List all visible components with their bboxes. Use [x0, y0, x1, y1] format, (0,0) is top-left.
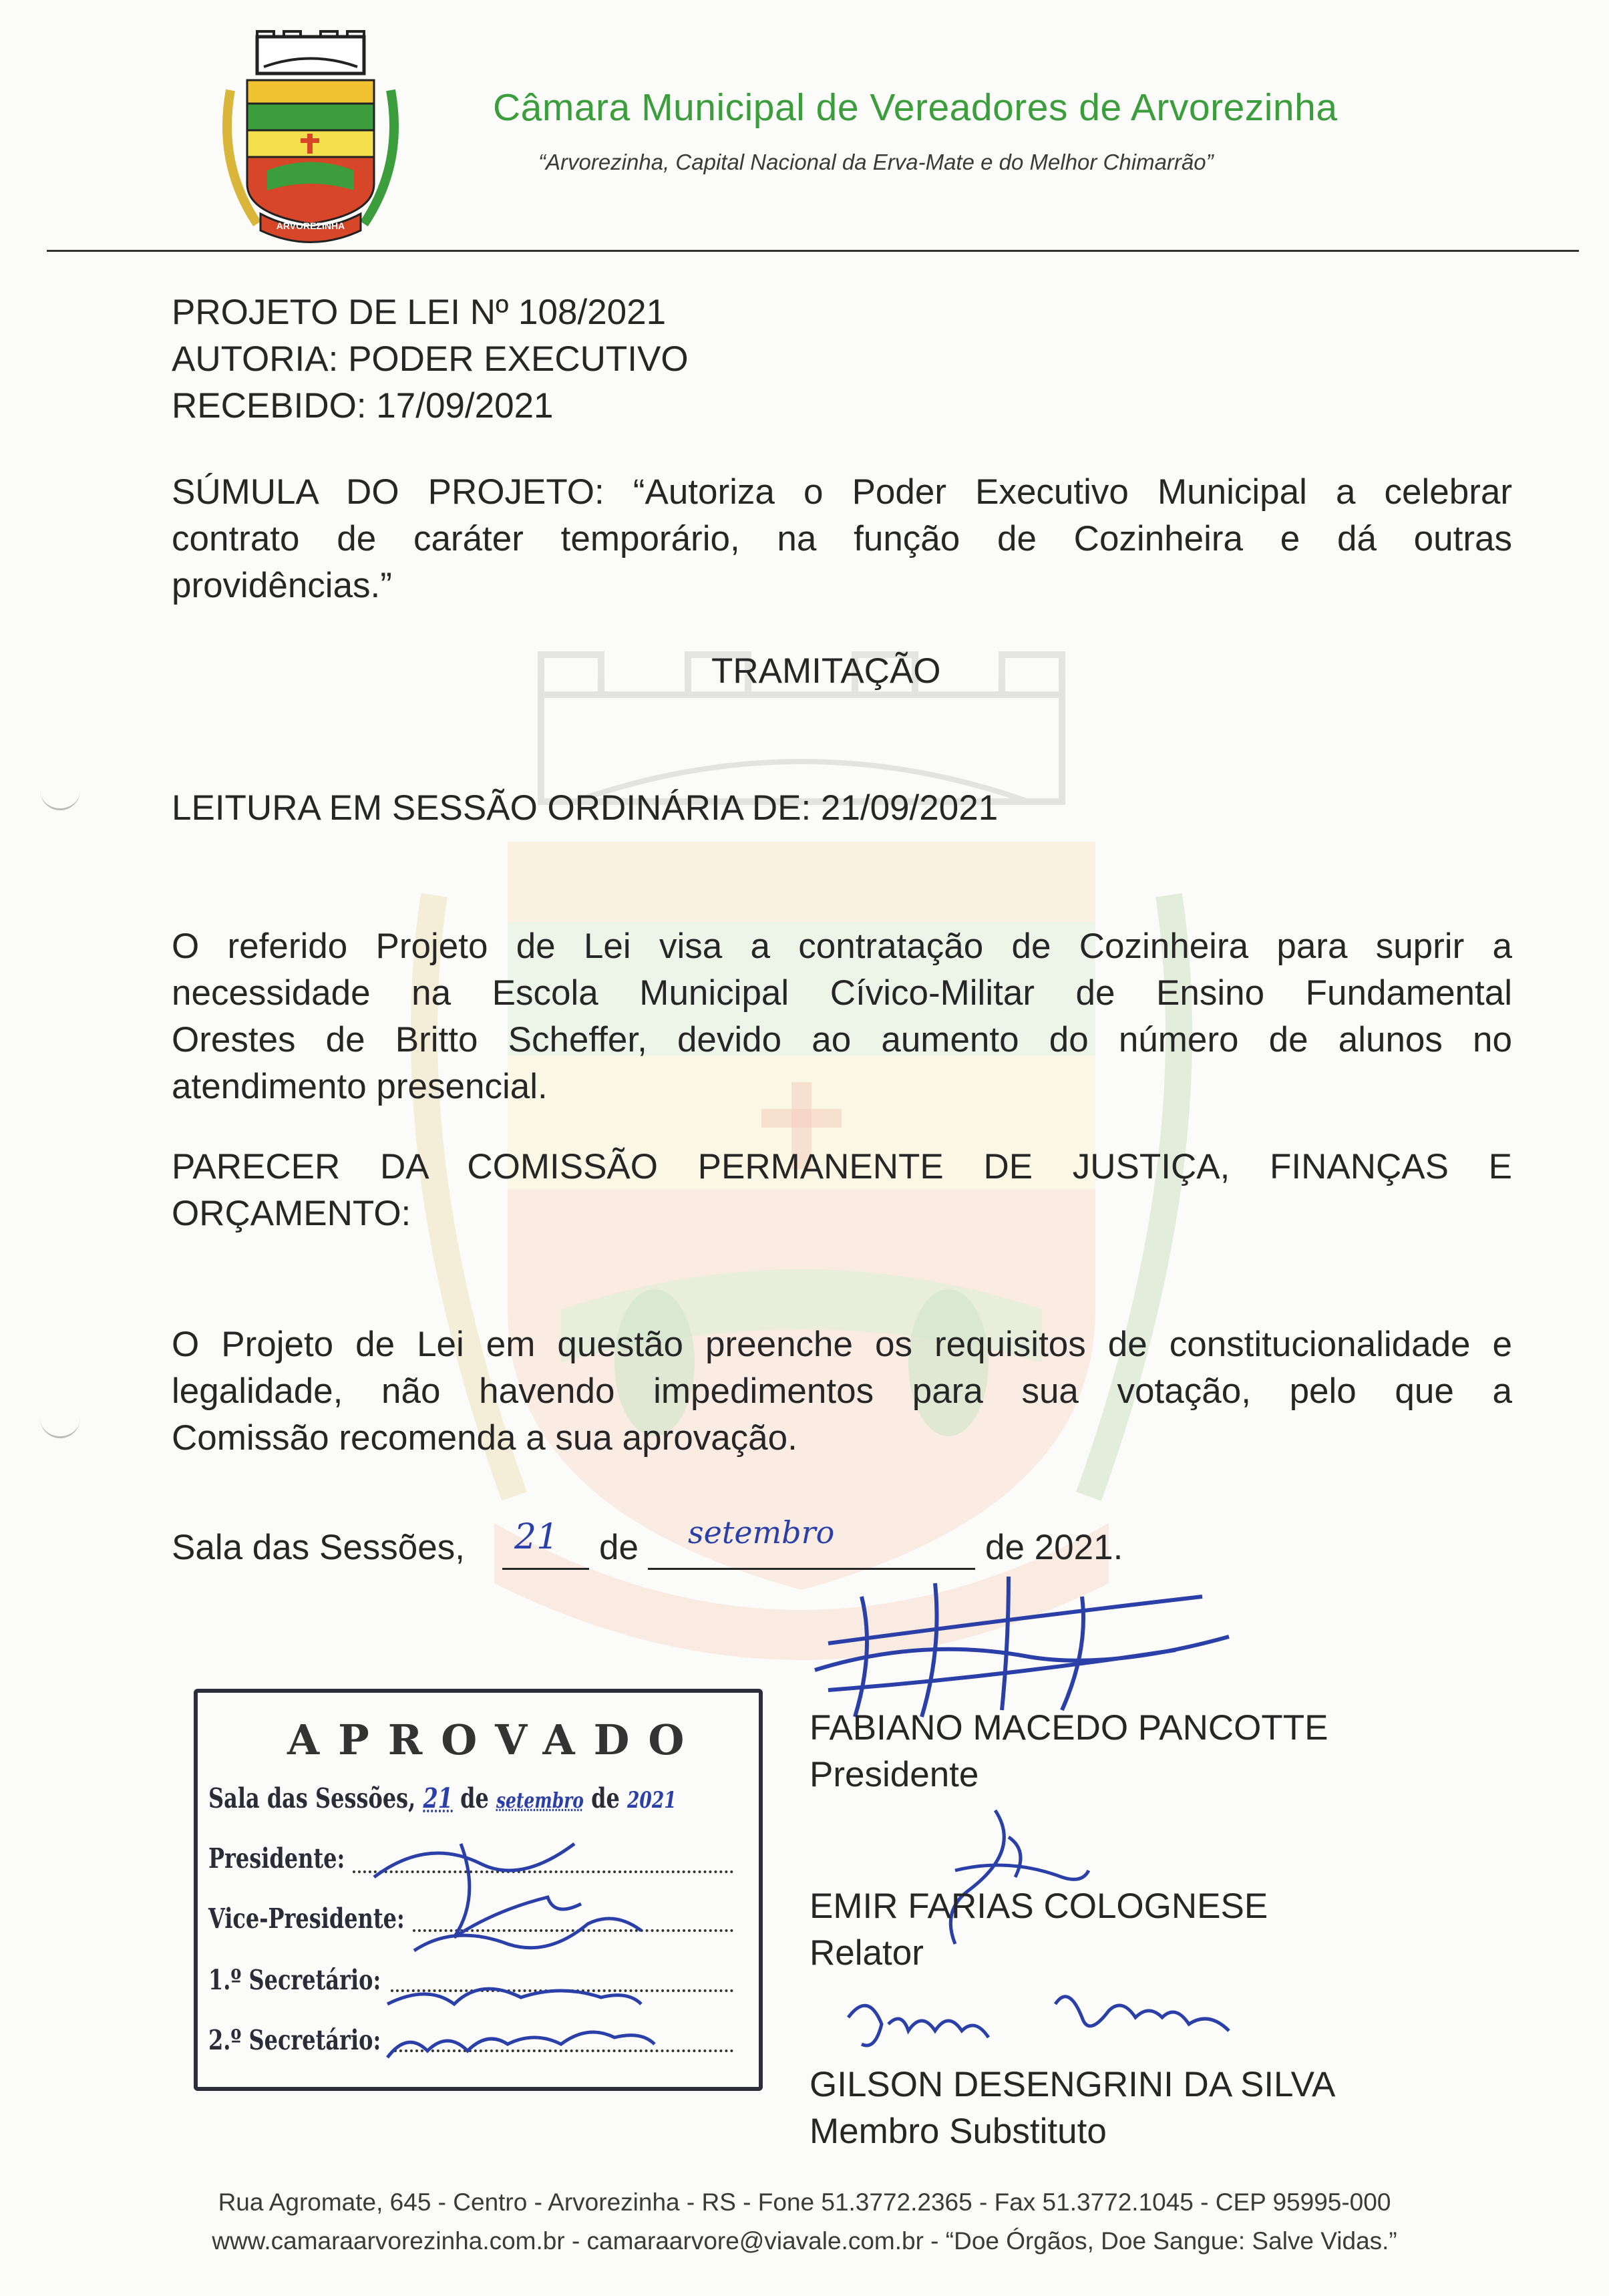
header-divider: [47, 250, 1579, 252]
relator-role: Relator: [810, 1933, 924, 1973]
president-role: Presidente: [810, 1755, 979, 1794]
purpose-line: Orestes de Britto Scheffer, devido ao aumento do número de alunos no: [172, 1020, 1512, 1059]
stamp-president-label: Presidente:: [208, 1842, 345, 1874]
stamp-vice-president-label: Vice-Presidente:: [208, 1903, 405, 1935]
stamp-first-secretary-label: 1.º Secretário:: [208, 1964, 381, 1996]
purpose-line: necessidade na Escola Municipal Cívico-Militar de Ensino Fundamental: [172, 973, 1512, 1013]
president-signature-handwritten: [788, 1570, 1256, 1724]
date-day-field: [502, 1517, 589, 1570]
date-month-handwritten: setembro: [688, 1514, 835, 1550]
substitute-signature-handwritten: [835, 1977, 1262, 2078]
purpose-line: atendimento presencial.: [172, 1067, 548, 1106]
date-connector: de: [599, 1528, 639, 1567]
stamp-title: APROVADO: [287, 1715, 703, 1764]
summary-line: SÚMULA DO PROJETO: “Autoriza o Poder Executivo Municipal a celebrar: [172, 472, 1512, 512]
stamp-session-day: 21: [423, 1782, 453, 1814]
purpose-line: O referido Projeto de Lei visa a contratação de Cozinheira para suprir a: [172, 927, 1512, 966]
stamp-session-month: setembro: [496, 1788, 584, 1813]
punch-hole-mark: [40, 1416, 80, 1438]
opinion-line: legalidade, não havendo impedimentos para sua votação, pelo que a: [172, 1371, 1512, 1411]
opinion-line: Comissão recomenda a sua aprovação.: [172, 1418, 797, 1458]
tramitacao-heading: TRAMITAÇÃO: [711, 651, 941, 691]
stamp-session-de: de: [460, 1782, 489, 1814]
stamp-session-de: de: [591, 1782, 620, 1814]
stamp-session-year: 2021: [627, 1787, 677, 1814]
stamp-session-label: Sala das Sessões,: [208, 1782, 416, 1814]
organization-title: Câmara Municipal de Vereadores de Arvorezinha: [493, 86, 1338, 129]
reading-session-line: LEITURA EM SESSÃO ORDINÁRIA DE: 21/09/2021: [172, 788, 999, 828]
opinion-heading: ORÇAMENTO:: [172, 1194, 411, 1233]
relator-name: EMIR FARIAS COLOGNESE: [810, 1887, 1268, 1926]
substitute-member-role: Membro Substituto: [810, 2112, 1107, 2151]
opinion-heading: PARECER DA COMISSÃO PERMANENTE DE JUSTIÇA, FINANÇAS E: [172, 1147, 1512, 1186]
organization-slogan: “Arvorezinha, Capital Nacional da Erva-Mate e do Melhor Chimarrão”: [538, 150, 1214, 174]
footer-contact: www.camaraarvorezinha.com.br - camaraarvore@viavale.com.br - “Doe Órgãos, Doe Sangue: Salve Vidas.”: [212, 2227, 1397, 2255]
president-name: FABIANO MACEDO PANCOTTE: [810, 1708, 1328, 1748]
coat-of-arms-logo: [220, 30, 401, 244]
crest-banner-text: ARVOREZINHA: [276, 220, 345, 231]
stamp-signatures-handwritten: [361, 1804, 735, 2084]
date-day-handwritten: 21: [514, 1517, 559, 1557]
footer-address: Rua Agromate, 645 - Centro - Arvorezinha - RS - Fone 51.3772.2365 - Fax 51.3772.1045 - CEP 95995-000: [218, 2188, 1391, 2216]
summary-line: providências.”: [172, 566, 392, 605]
summary-line: contrato de caráter temporário, na função de Cozinheira e dá outras: [172, 519, 1512, 558]
project-received-date: RECEBIDO: 17/09/2021: [172, 386, 554, 426]
date-year-suffix: de 2021.: [985, 1528, 1123, 1567]
punch-hole-mark: [40, 788, 80, 810]
date-month-field: [648, 1514, 975, 1570]
session-date-prefix: Sala das Sessões,: [172, 1528, 465, 1567]
stamp-second-secretary-label: 2.º Secretário:: [208, 2024, 381, 2056]
project-author: AUTORIA: PODER EXECUTIVO: [172, 339, 689, 379]
project-number: PROJETO DE LEI Nº 108/2021: [172, 293, 667, 332]
substitute-member-name: GILSON DESENGRINI DA SILVA: [810, 2065, 1336, 2104]
opinion-line: O Projeto de Lei em questão preenche os requisitos de constitucionalidade e: [172, 1325, 1512, 1364]
